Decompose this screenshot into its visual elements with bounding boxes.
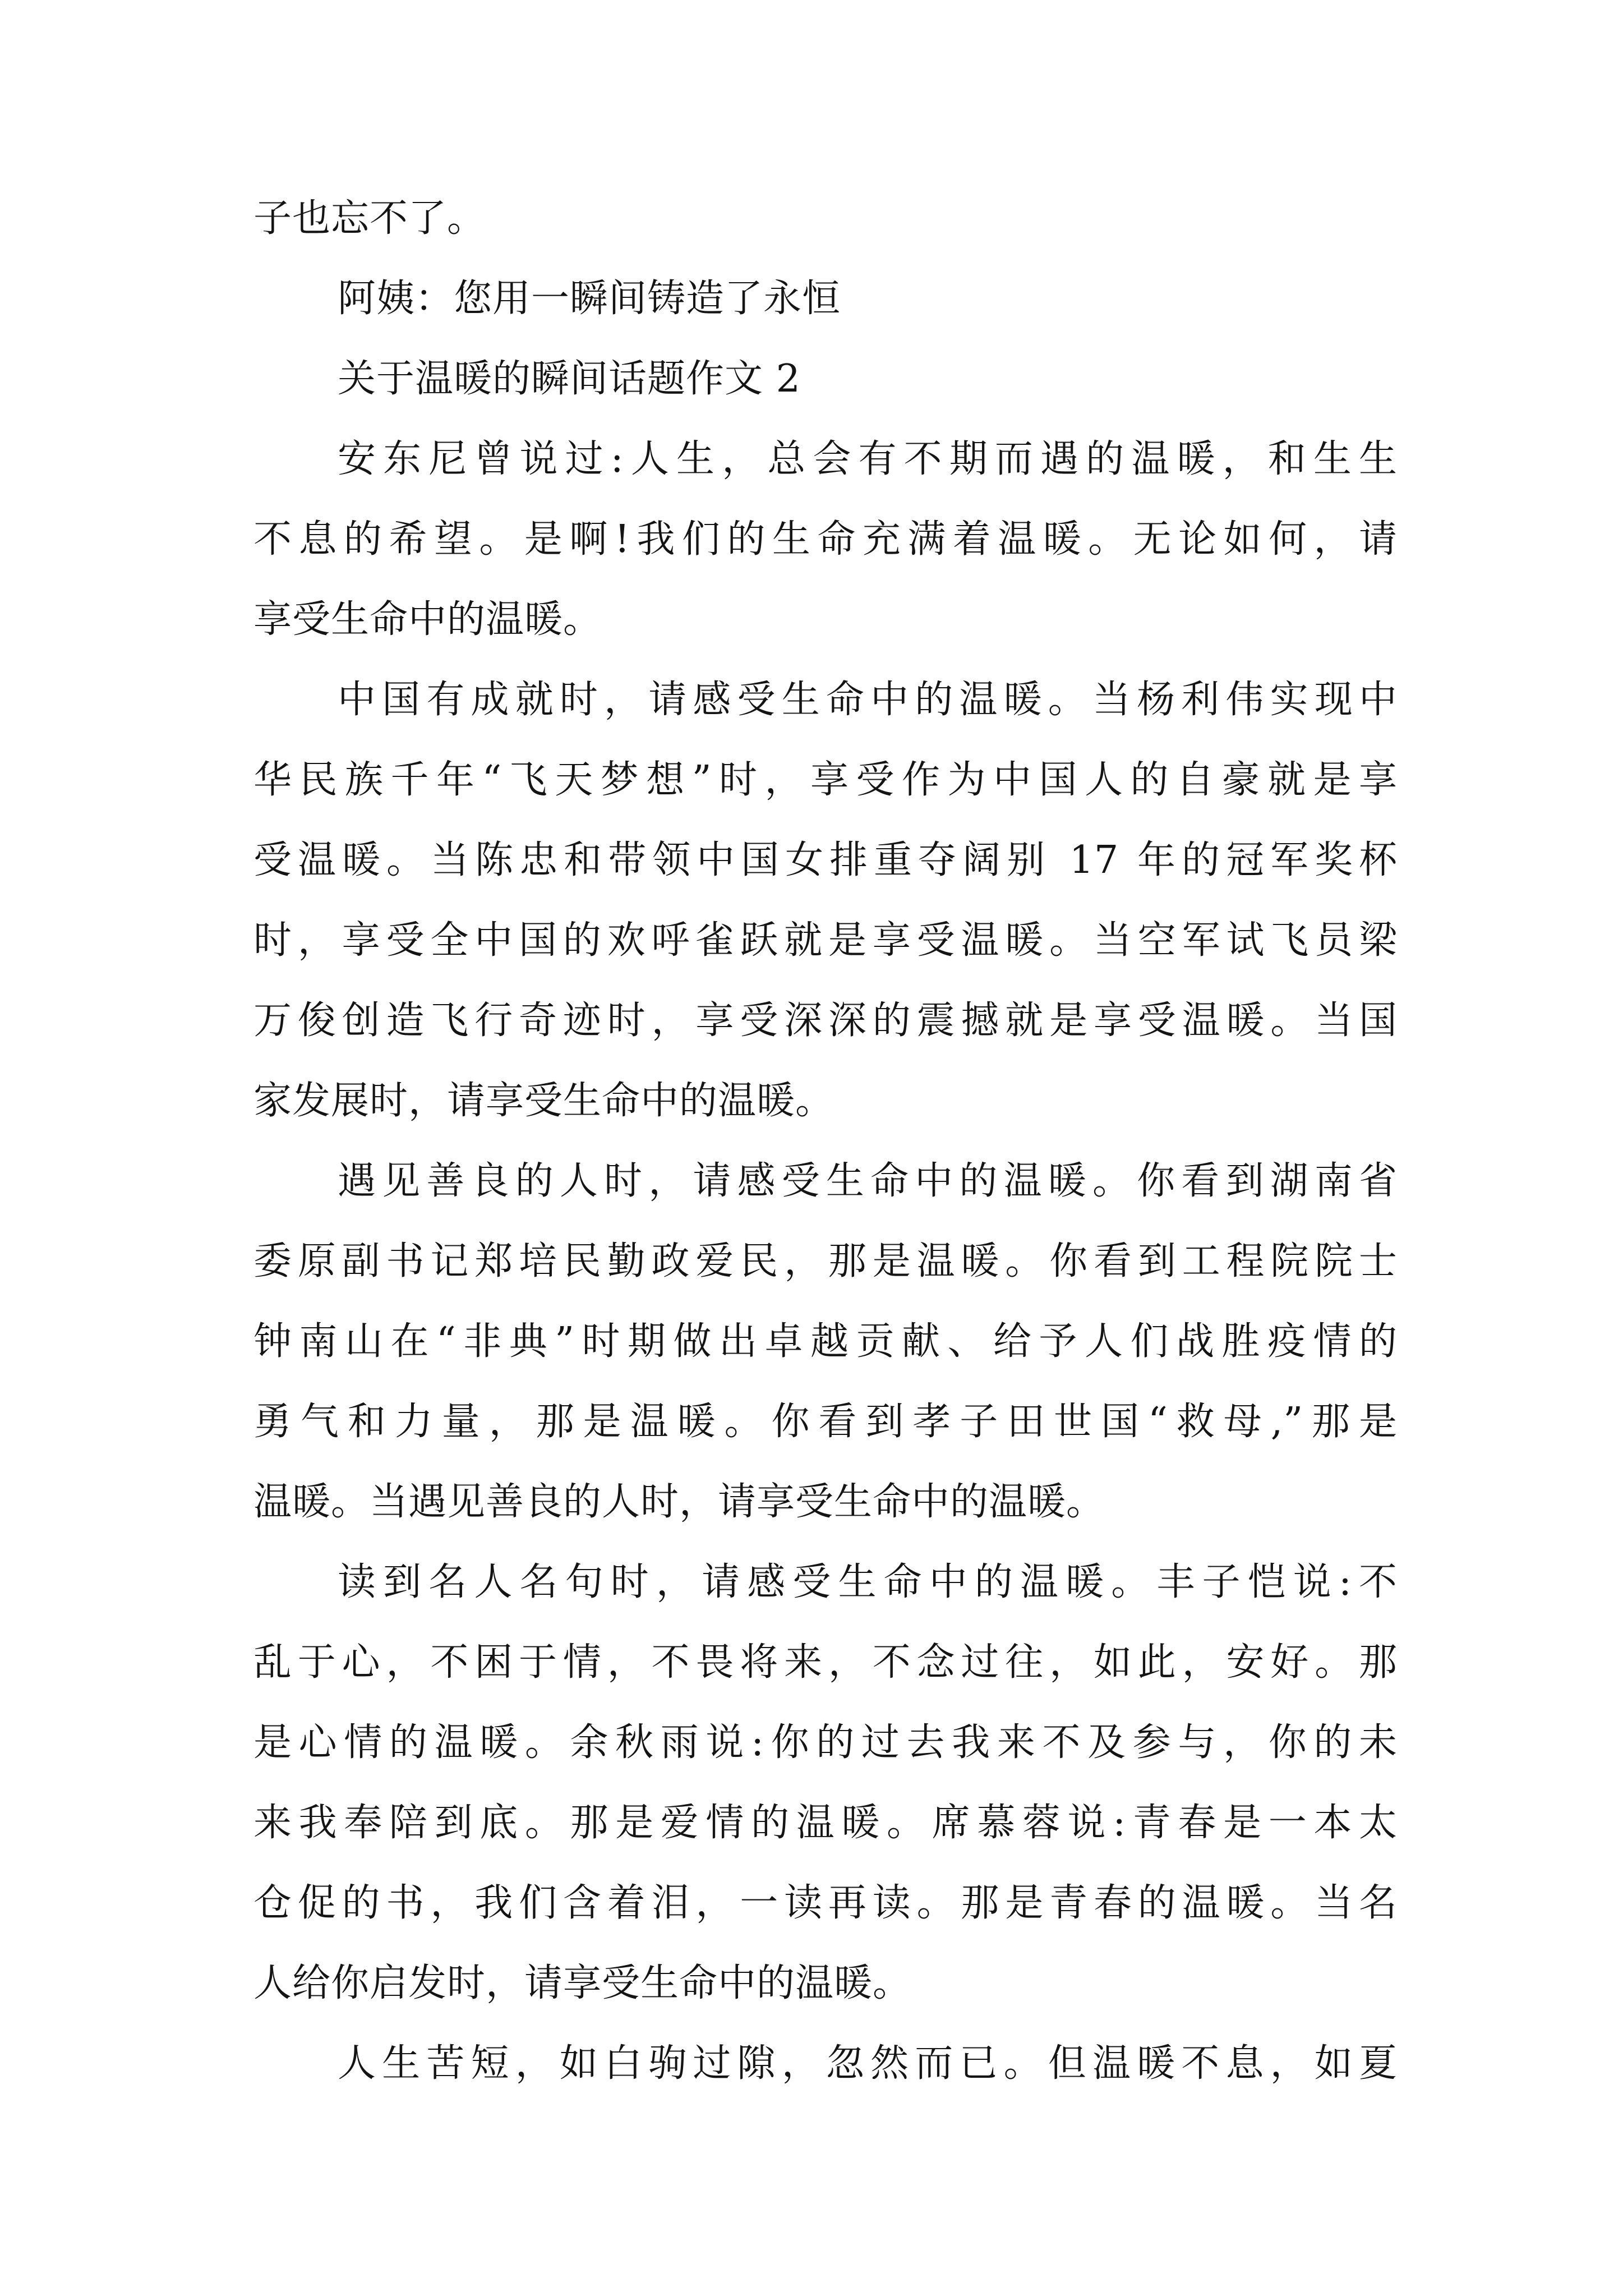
- essay-body: [253, 178, 1398, 2104]
- paragraph-first-line: 中国有成就时，请感受生命中的温暖。当杨利伟实现中: [338, 678, 1398, 722]
- paragraph-last-line: 温暖。当遇见善良的人时，请享受生命中的温暖。: [253, 1480, 1105, 1524]
- paragraph-first-line: 阿姨：您用一瞬间铸造了永恒: [338, 277, 841, 321]
- paragraph-line: 是心情的温暖。余秋雨说:你的过去我来不及参与，你的未: [253, 1720, 1398, 1765]
- paragraph-line: 钟南山在“非典”时期做出卓越贡献、给予人们战胜疫情的: [253, 1319, 1398, 1364]
- paragraph-last-line: 享受生命中的温暖。: [253, 597, 602, 642]
- paragraph-first-line: 读到名人名句时，请感受生命中的温暖。丰子恺说:不: [338, 1560, 1398, 1604]
- paragraph-continuation-line: 子也忘不了。: [253, 196, 486, 241]
- paragraph-line: 来我奉陪到底。那是爱情的温暖。席慕蓉说:青春是一本太: [253, 1801, 1398, 1845]
- paragraph-last-line: 家发展时，请享受生命中的温暖。: [253, 1079, 834, 1123]
- paragraph-line: 仓促的书，我们含着泪，一读再读。那是青春的温暖。当名: [253, 1881, 1398, 1925]
- paragraph-line: 华民族千年“飞天梦想”时，享受作为中国人的自豪就是享: [253, 758, 1398, 802]
- paragraph-first-line: 人生苦短，如白驹过隙，忽然而已。但温暖不息，如夏: [338, 2041, 1398, 2086]
- essay-title: 关于温暖的瞬间话题作文 2: [338, 357, 801, 401]
- paragraph-first-line: 遇见善良的人时，请感受生命中的温暖。你看到湖南省: [338, 1159, 1398, 1203]
- paragraph-line: 勇气和力量，那是温暖。你看到孝子田世国“救母,”那是: [253, 1400, 1398, 1444]
- paragraph-line: 不息的希望。是啊!我们的生命充满着温暖。无论如何，请: [253, 517, 1398, 562]
- paragraph-line: 时，享受全中国的欢呼雀跃就是享受温暖。当空军试飞员梁: [253, 918, 1398, 963]
- paragraph-last-line: 人给你启发时，请享受生命中的温暖。: [253, 1961, 912, 2005]
- paragraph-first-line: 安东尼曾说过:人生，总会有不期而遇的温暖，和生生: [338, 437, 1398, 481]
- paragraph-line: 万俊创造飞行奇迹时，享受深深的震撼就是享受温暖。当国: [253, 999, 1398, 1043]
- paragraph-line: 受温暖。当陈忠和带领中国女排重夺阔别 17 年的冠军奖杯: [253, 838, 1398, 882]
- paragraph-line: 委原副书记郑培民勤政爱民，那是温暖。你看到工程院院士: [253, 1239, 1398, 1283]
- paragraph-line: 乱于心，不困于情，不畏将来，不念过往，如此，安好。那: [253, 1640, 1398, 1685]
